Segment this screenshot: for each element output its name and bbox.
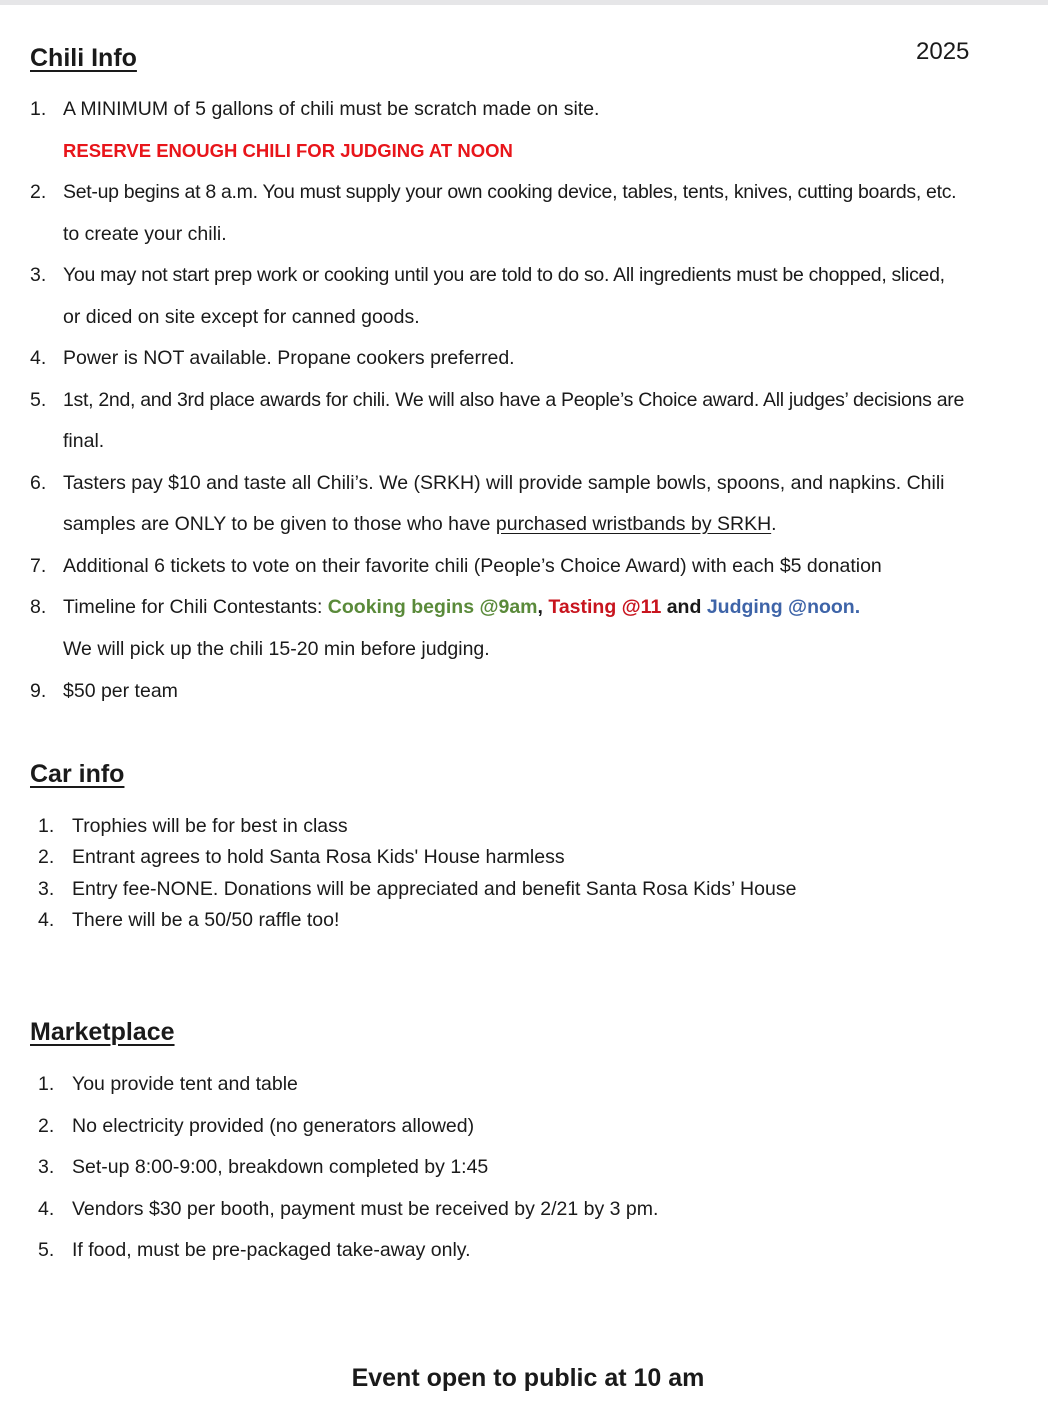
- timeline-item: [63, 596, 860, 619]
- car-info-heading: Car info: [30, 760, 125, 788]
- list-item-number: 9.: [30, 680, 47, 702]
- list-item: Power is NOT available. Propane cookers preferred.: [63, 347, 515, 369]
- text-run: Timeline for Chili Contestants:: [63, 596, 328, 618]
- list-item-number: 1.: [38, 815, 55, 837]
- list-item: There will be a 50/50 raffle too!: [72, 909, 340, 931]
- list-item-number: 1.: [38, 1073, 55, 1095]
- list-item: Set-up begins at 8 a.m. You must supply your own cooking device, tables, tents, knives, cutting boards, etc.: [63, 181, 957, 203]
- event-open-notice: [0, 1364, 1048, 1393]
- cooking-time: Cooking begins @9am: [327, 596, 538, 618]
- list-item: A MINIMUM of 5 gallons of chili must be scratch made on site.: [63, 98, 600, 120]
- text-run: ,: [537, 596, 543, 618]
- event-open-text: Event open to public at 10 am: [351, 1364, 705, 1392]
- list-item-number: 3.: [38, 1156, 55, 1178]
- list-item-continued: to create your chili.: [63, 223, 227, 245]
- list-item: Entrant agrees to hold Santa Rosa Kids' House harmless: [72, 846, 565, 868]
- list-item: If food, must be pre-packaged take-away only.: [72, 1239, 471, 1261]
- list-item: Trophies will be for best in class: [72, 815, 348, 837]
- text-run: samples are ONLY to be given to those who have: [63, 513, 496, 535]
- list-item: $50 per team: [63, 680, 178, 702]
- list-item-number: 4.: [38, 1198, 55, 1220]
- list-item-number: 2.: [30, 181, 47, 203]
- list-item: You may not start prep work or cooking until you are told to do so. All ingredients must be chopped, sliced,: [63, 264, 945, 286]
- list-item: No electricity provided (no generators allowed): [72, 1115, 475, 1137]
- list-item-number: 5.: [38, 1239, 55, 1261]
- text-run: and: [661, 596, 707, 618]
- list-item-number: 1.: [30, 98, 47, 120]
- list-item-continued: final.: [63, 430, 105, 452]
- list-item: Set-up 8:00-9:00, breakdown completed by 1:45: [72, 1156, 489, 1178]
- list-item: Entry fee-NONE. Donations will be appreciated and benefit Santa Rosa Kids’ House: [72, 878, 797, 900]
- reserve-chili-notice: RESERVE ENOUGH CHILI FOR JUDGING AT NOON: [63, 140, 513, 161]
- list-item-number: 3.: [30, 264, 47, 286]
- list-item: 1st, 2nd, and 3rd place awards for chili. We will also have a People’s Choice award. All judges’ decisions are: [63, 389, 964, 411]
- wristbands-text: purchased wristbands by SRKH: [495, 513, 772, 535]
- list-item-number: 6.: [30, 472, 47, 494]
- list-item-number: 4.: [38, 909, 55, 931]
- list-item-number: 7.: [30, 555, 47, 577]
- list-item: Vendors $30 per booth, payment must be received by 2/21 by 3 pm.: [72, 1198, 659, 1220]
- list-item-continued: [63, 513, 777, 536]
- top-divider: [0, 0, 1048, 5]
- tasting-time: Tasting @11: [548, 596, 662, 618]
- list-item-number: 4.: [30, 347, 47, 369]
- list-item-number: 2.: [38, 846, 55, 868]
- list-item-number: 3.: [38, 878, 55, 900]
- chili-info-heading: Chili Info: [30, 44, 137, 72]
- list-item-continued: We will pick up the chili 15-20 min before judging.: [63, 638, 490, 660]
- marketplace-heading: Marketplace: [30, 1018, 175, 1046]
- list-item-number: 8.: [30, 596, 47, 618]
- list-item-number: 5.: [30, 389, 47, 411]
- list-item: You provide tent and table: [72, 1073, 298, 1095]
- text-run: .: [771, 513, 777, 535]
- list-item-continued: or diced on site except for canned goods.: [63, 306, 420, 328]
- list-item: Additional 6 tickets to vote on their favorite chili (People’s Choice Award) with each $5 donation: [63, 555, 882, 577]
- year-label: 2025: [916, 38, 970, 65]
- judging-time: Judging @noon.: [706, 596, 861, 618]
- list-item-number: 2.: [38, 1115, 55, 1137]
- list-item: Tasters pay $10 and taste all Chili’s. We (SRKH) will provide sample bowls, spoons, and napkins. Chili: [63, 472, 945, 494]
